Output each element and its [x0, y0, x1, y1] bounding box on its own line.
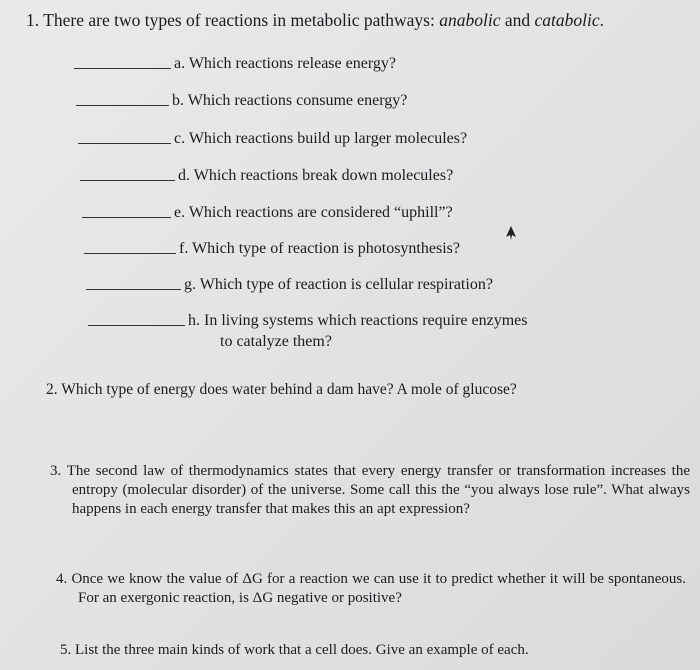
question-4-text: 4. Once we know the value of ΔG for a reaction we can use it to predict whether it will be spontaneous. For an exergonic reaction, is ΔG negative or positive?: [56, 571, 686, 606]
question-2: 2. Which type of energy does water behind a dam have? A mole of glucose?: [46, 381, 517, 398]
question-1d-text: d. Which reactions break down molecules?: [178, 167, 454, 184]
question-1d: [80, 167, 453, 185]
question-3-text: 3. The second law of thermodynamics states that every energy transfer or transformation increases the entropy (molecular disorder) of the universe. Some call this the “you always lose rule”. What always happens in each energy transfer that makes this an apt expression?: [50, 463, 690, 517]
question-1f: [84, 240, 460, 258]
question-1c: [78, 130, 467, 148]
question-1a-text: a. Which reactions release energy?: [174, 55, 396, 72]
question-1-heading: [26, 10, 604, 31]
term-catabolic: catabolic: [534, 10, 600, 30]
question-1c-text: c. Which reactions build up larger molecules?: [174, 130, 468, 147]
answer-blank-1c[interactable]: [78, 143, 171, 144]
question-1-suffix: .: [599, 10, 605, 30]
answer-blank-1b[interactable]: [76, 105, 169, 106]
answer-blank-1g[interactable]: [86, 289, 181, 290]
question-1g: [86, 276, 493, 294]
answer-blank-1e[interactable]: [82, 217, 171, 218]
question-3: [50, 462, 690, 519]
question-1g-text: g. Which type of reaction is cellular respiration?: [184, 276, 493, 293]
answer-blank-1a[interactable]: [74, 68, 171, 69]
question-1h-continuation: to catalyze them?: [220, 333, 332, 350]
question-1e-text: e. Which reactions are considered “uphill”?: [174, 204, 453, 221]
term-anabolic: anabolic: [439, 10, 501, 30]
question-1a: [74, 55, 396, 73]
question-1-conj: and: [500, 10, 535, 30]
answer-blank-1f[interactable]: [84, 253, 176, 254]
question-1f-text: f. Which type of reaction is photosynthesis?: [179, 240, 460, 257]
question-1b-text: b. Which reactions consume energy?: [172, 92, 408, 109]
mouse-pointer-icon: [504, 225, 518, 241]
question-1e: [82, 204, 453, 222]
question-5: 5. List the three main kinds of work that a cell does. Give an example of each.: [60, 642, 529, 658]
answer-blank-1h[interactable]: [88, 325, 185, 326]
question-1h: [88, 312, 527, 330]
question-1-prefix: 1. There are two types of reactions in metabolic pathways:: [26, 10, 440, 30]
question-1b: [76, 92, 407, 110]
question-4: [56, 570, 686, 608]
answer-blank-1d[interactable]: [80, 180, 175, 181]
question-1h-text: h. In living systems which reactions require enzymes: [188, 312, 528, 329]
